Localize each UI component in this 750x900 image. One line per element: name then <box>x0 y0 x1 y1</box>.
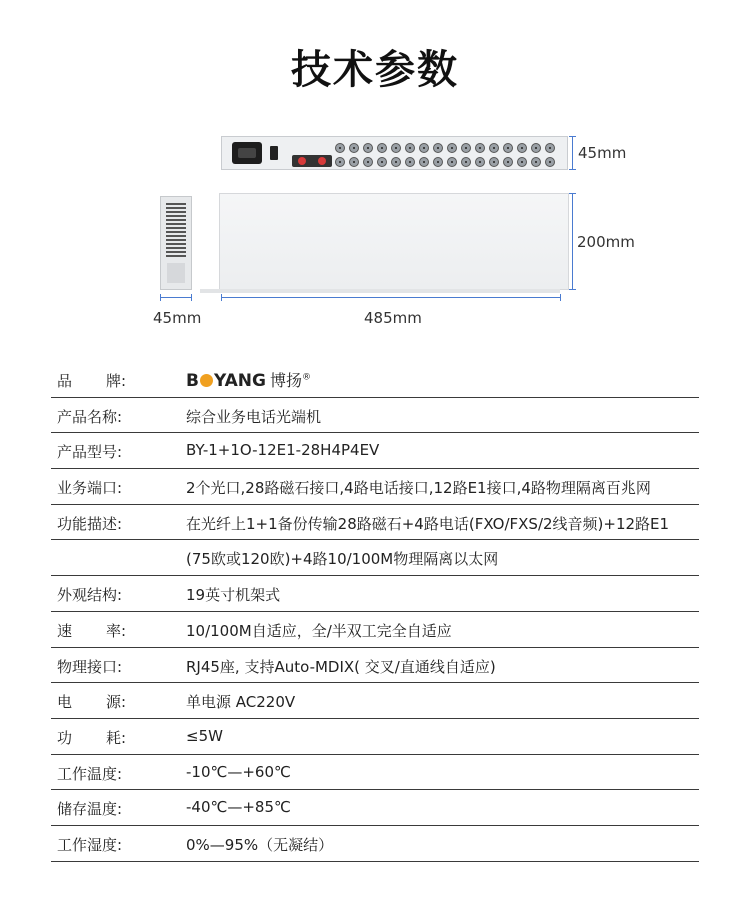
depth-dimension-label: 200mm <box>577 233 635 251</box>
spec-label: 产品型号: <box>57 443 123 462</box>
bnc-connector-icon <box>391 157 401 167</box>
width-dimension-tick <box>221 294 222 301</box>
bnc-connector-icon <box>503 143 513 153</box>
bnc-connector-icon <box>531 143 541 153</box>
bnc-connector-icon <box>419 157 429 167</box>
vent-slot <box>166 227 186 229</box>
bnc-connector-icon <box>363 157 373 167</box>
spec-value: ≤5W <box>186 726 223 745</box>
spec-value: 综合业务电话光端机 <box>186 407 322 426</box>
spec-row <box>51 612 699 648</box>
spec-row-brand <box>51 362 699 398</box>
spec-value: -40℃—+85℃ <box>186 798 291 817</box>
bnc-connector-icon <box>447 157 457 167</box>
spec-label: 储存温度: <box>57 800 123 819</box>
width-dimension-label: 485mm <box>364 309 422 327</box>
vent-slot <box>166 203 186 205</box>
spec-label: 外观结构: <box>57 586 123 605</box>
spec-value: RJ45座, 支持Auto-MDIX( 交叉/直通线自适应) <box>186 657 496 676</box>
vent-slot <box>166 231 186 233</box>
vent-slot <box>166 215 186 217</box>
bnc-connector-icon <box>461 143 471 153</box>
bnc-connector-icon <box>545 157 555 167</box>
spec-row <box>51 576 699 612</box>
brand-logo: B YANG 博扬® <box>186 371 312 391</box>
bnc-connector-icon <box>475 157 485 167</box>
height-dimension-line <box>572 136 573 170</box>
spec-value: 2个光口,28路磁石接口,4路电话接口,12路E1接口,4路物理隔离百兆网 <box>186 479 651 498</box>
spec-row <box>51 755 699 791</box>
spec-row <box>51 790 699 826</box>
power-socket-icon <box>232 142 262 164</box>
spec-label: 业务端口: <box>57 479 123 498</box>
spec-label: 功 耗: <box>57 728 127 747</box>
vent-slot <box>166 223 186 225</box>
bnc-connector-array <box>335 140 565 168</box>
bnc-connector-icon <box>475 143 485 153</box>
vent-slot <box>166 239 186 241</box>
height-dimension-tick <box>569 169 576 170</box>
spec-row <box>51 683 699 719</box>
bnc-connector-icon <box>461 157 471 167</box>
page-title: 技术参数 <box>291 47 459 93</box>
spec-label: 速 率: <box>57 621 127 640</box>
spec-value: 10/100M自适应，全/半双工完全自适应 <box>186 621 452 640</box>
vent-slot <box>166 235 186 237</box>
vent-slot <box>166 219 186 221</box>
bnc-connector-icon <box>363 143 373 153</box>
spec-row <box>51 469 699 505</box>
spec-value: 在光纤上1+1备份传输28路磁石+4路电话(FXO/FXS/2线音频)+12路E1 <box>186 514 670 533</box>
width-dimension-line <box>221 297 561 298</box>
depth-dimension-tick <box>569 193 576 194</box>
bnc-connector-icon <box>517 157 527 167</box>
bnc-connector-icon <box>489 143 499 153</box>
bnc-connector-icon <box>489 157 499 167</box>
bnc-connector-icon <box>447 143 457 153</box>
side-bracket <box>167 263 185 283</box>
bnc-connector-icon <box>377 157 387 167</box>
bnc-connector-icon <box>335 143 345 153</box>
spec-row-continued <box>51 540 699 576</box>
height-dimension-label: 45mm <box>578 144 627 162</box>
side-width-dimension-line <box>160 297 192 298</box>
bnc-connector-icon <box>433 157 443 167</box>
spec-label: 功能描述: <box>57 514 123 533</box>
bnc-connector-icon <box>349 157 359 167</box>
fiber-port-icon <box>292 155 332 167</box>
spec-value: -10℃—+60℃ <box>186 762 291 781</box>
depth-dimension-tick <box>569 289 576 290</box>
bnc-connector-icon <box>517 143 527 153</box>
device-top-view <box>219 193 569 290</box>
brand-logo-dot-icon <box>200 374 213 387</box>
spec-value: 0%—95%（无凝结） <box>186 835 334 854</box>
spec-row <box>51 719 699 755</box>
bnc-connector-icon <box>391 143 401 153</box>
spec-label: 工作温度: <box>57 764 123 783</box>
vent-slot <box>166 211 186 213</box>
width-dimension-tick <box>560 294 561 301</box>
bnc-connector-icon <box>531 157 541 167</box>
bnc-connector-icon <box>419 143 429 153</box>
spec-row <box>51 826 699 862</box>
bnc-connector-icon <box>405 143 415 153</box>
bnc-connector-icon <box>545 143 555 153</box>
side-width-dimension-tick <box>160 294 161 301</box>
spec-value: 19英寸机架式 <box>186 586 281 605</box>
spec-table <box>51 362 699 862</box>
spec-row <box>51 648 699 684</box>
bnc-connector-icon <box>405 157 415 167</box>
vent-slot <box>166 255 186 257</box>
height-dimension-tick <box>569 136 576 137</box>
device-side-view <box>160 196 192 290</box>
spec-row <box>51 398 699 434</box>
depth-dimension-line <box>572 193 573 290</box>
bnc-connector-icon <box>335 157 345 167</box>
bnc-connector-icon <box>503 157 513 167</box>
bnc-connector-icon <box>377 143 387 153</box>
spec-row <box>51 505 699 541</box>
power-switch-icon <box>270 146 278 160</box>
vent-slot <box>166 247 186 249</box>
spec-label: 物理接口: <box>57 657 123 676</box>
spec-value: 单电源 AC220V <box>186 693 296 712</box>
device-front-panel <box>221 136 568 170</box>
spec-value: (75欧或120欧)+4路10/100M物理隔离以太网 <box>186 550 499 569</box>
spec-row <box>51 433 699 469</box>
side-width-dimension-label: 45mm <box>153 309 202 327</box>
bnc-connector-icon <box>433 143 443 153</box>
spec-value: BY-1+1O-12E1-28H4P4EV <box>186 441 380 460</box>
vent-slot <box>166 207 186 209</box>
spec-label: 品 牌: <box>57 372 127 390</box>
spec-label: 产品名称: <box>57 407 123 426</box>
spec-label: 电 源: <box>57 693 127 712</box>
device-top-lip <box>200 289 560 293</box>
vent-slot <box>166 243 186 245</box>
side-width-dimension-tick <box>191 294 192 301</box>
spec-label: 工作湿度: <box>57 835 123 854</box>
bnc-connector-icon <box>349 143 359 153</box>
vent-slot <box>166 251 186 253</box>
